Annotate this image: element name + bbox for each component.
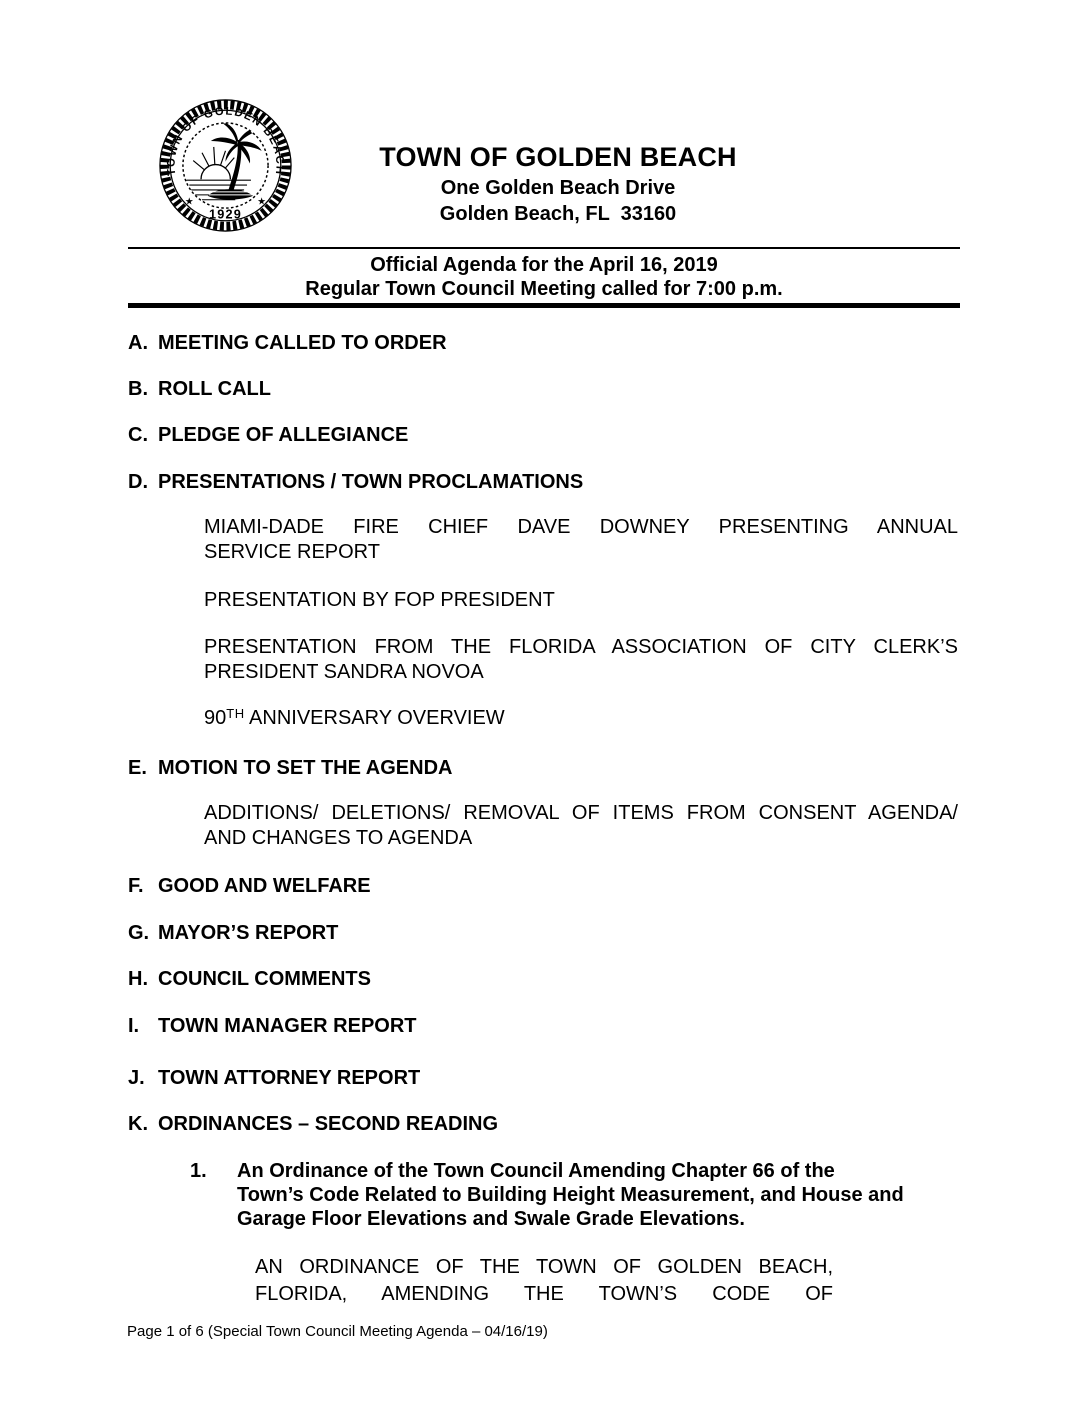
agenda-section-i — [128, 1014, 960, 1038]
section-title: MAYOR’S REPORT — [158, 922, 339, 944]
paragraph-line: PRESENTATION FROM THE FLORIDA ASSOCIATION OF CITY CLERK’S — [204, 636, 958, 658]
ordinance-number: 1. — [190, 1160, 207, 1182]
paragraph-line: ADDITIONS/ DELETIONS/ REMOVAL OF ITEMS FROM CONSENT AGENDA/ — [204, 802, 958, 824]
section-letter: C. — [128, 424, 148, 446]
paragraph-line: PRESIDENT SANDRA NOVOA — [204, 661, 484, 683]
paragraph-line: PRESENTATION BY FOP PRESIDENT — [204, 589, 555, 611]
agenda-section-j — [128, 1066, 960, 1090]
town-seal-logo — [157, 97, 294, 234]
section-title: PRESENTATIONS / TOWN PROCLAMATIONS — [158, 471, 584, 493]
paragraph-line: Town’s Code Related to Building Height Measurement, and House and — [237, 1184, 904, 1206]
section-title: MEETING CALLED TO ORDER — [158, 332, 447, 354]
document-header — [128, 97, 960, 247]
agenda-section-c — [128, 423, 960, 447]
agenda-changes-paragraph — [204, 801, 958, 851]
anniversary-overview — [204, 706, 958, 732]
ordinance-title — [237, 1159, 953, 1231]
section-title: ORDINANCES – SECOND READING — [158, 1113, 499, 1135]
paragraph-line: Garage Floor Elevations and Swale Grade Elevations. — [237, 1208, 745, 1230]
paragraph-line: SERVICE REPORT — [204, 541, 380, 563]
section-title: TOWN ATTORNEY REPORT — [158, 1067, 421, 1089]
section-title: ROLL CALL — [158, 378, 271, 400]
paragraph-line: MIAMI-DADE FIRE CHIEF DAVE DOWNEY PRESENTING ANNUAL — [204, 516, 958, 538]
section-letter: I. — [128, 1015, 140, 1037]
paragraph-line: AN ORDINANCE OF THE TOWN OF GOLDEN BEACH, — [255, 1256, 833, 1278]
seal-star-right-icon: ★ — [257, 196, 267, 208]
agenda-section-a — [128, 331, 960, 355]
ordinance-caption — [255, 1254, 833, 1308]
presentation-fop — [204, 588, 958, 613]
section-letter: B. — [128, 378, 148, 400]
agenda-section-e — [128, 756, 960, 780]
section-title: PLEDGE OF ALLEGIANCE — [158, 424, 409, 446]
agenda-section-g — [128, 921, 960, 945]
paragraph-line: AND CHANGES TO AGENDA — [204, 827, 473, 849]
paragraph-line: An Ordinance of the Town Council Amending Chapter 66 of the — [237, 1160, 835, 1182]
header-text-block — [328, 141, 788, 227]
section-letter: D. — [128, 471, 148, 493]
meeting-title-line-2: Regular Town Council Meeting called for 7:00 p.m. — [305, 278, 783, 300]
address-line-1: One Golden Beach Drive — [440, 177, 676, 199]
agenda-section-b — [128, 377, 960, 401]
page-footer: Page 1 of 6 (Special Town Council Meeting Agenda – 04/16/19) — [127, 1323, 548, 1340]
section-letter: K. — [128, 1113, 148, 1135]
section-letter: A. — [128, 332, 148, 354]
section-letter: E. — [128, 757, 147, 779]
agenda-section-k — [128, 1112, 960, 1136]
anniversary-ordinal: TH — [226, 706, 245, 721]
seal-year: 1929 — [209, 206, 242, 222]
town-name-title: TOWN OF GOLDEN BEACH — [379, 142, 737, 172]
address-line-2: Golden Beach, FL 33160 — [439, 203, 677, 225]
paragraph-line: FLORIDA, AMENDING THE TOWN’S CODE OF — [255, 1283, 833, 1305]
anniversary-number: 90 — [204, 707, 227, 729]
presentation-city-clerks — [204, 635, 958, 685]
section-title: GOOD AND WELFARE — [158, 875, 371, 897]
section-title: TOWN MANAGER REPORT — [158, 1015, 417, 1037]
agenda-list — [128, 331, 960, 1308]
section-letter: J. — [128, 1067, 145, 1089]
ordinance-item-1 — [190, 1159, 960, 1231]
agenda-section-h — [128, 967, 960, 991]
agenda-section-f — [128, 874, 960, 898]
section-letter: F. — [128, 875, 144, 897]
section-letter: H. — [128, 968, 148, 990]
section-title: COUNCIL COMMENTS — [158, 968, 371, 990]
seal-ring-text: TOWN OF GOLDEN BEACH — [165, 105, 286, 177]
paragraph-line — [204, 706, 958, 732]
meeting-title-block — [128, 247, 960, 308]
agenda-section-d — [128, 470, 960, 494]
seal-star-left-icon: ★ — [184, 196, 194, 208]
anniversary-text: ANNIVERSARY OVERVIEW — [244, 707, 505, 729]
meeting-title-line-1: Official Agenda for the April 16, 2019 — [370, 254, 718, 276]
presentation-fire-chief — [204, 515, 958, 565]
section-title: MOTION TO SET THE AGENDA — [158, 757, 453, 779]
section-letter: G. — [128, 922, 150, 944]
seal-scene — [186, 121, 261, 199]
